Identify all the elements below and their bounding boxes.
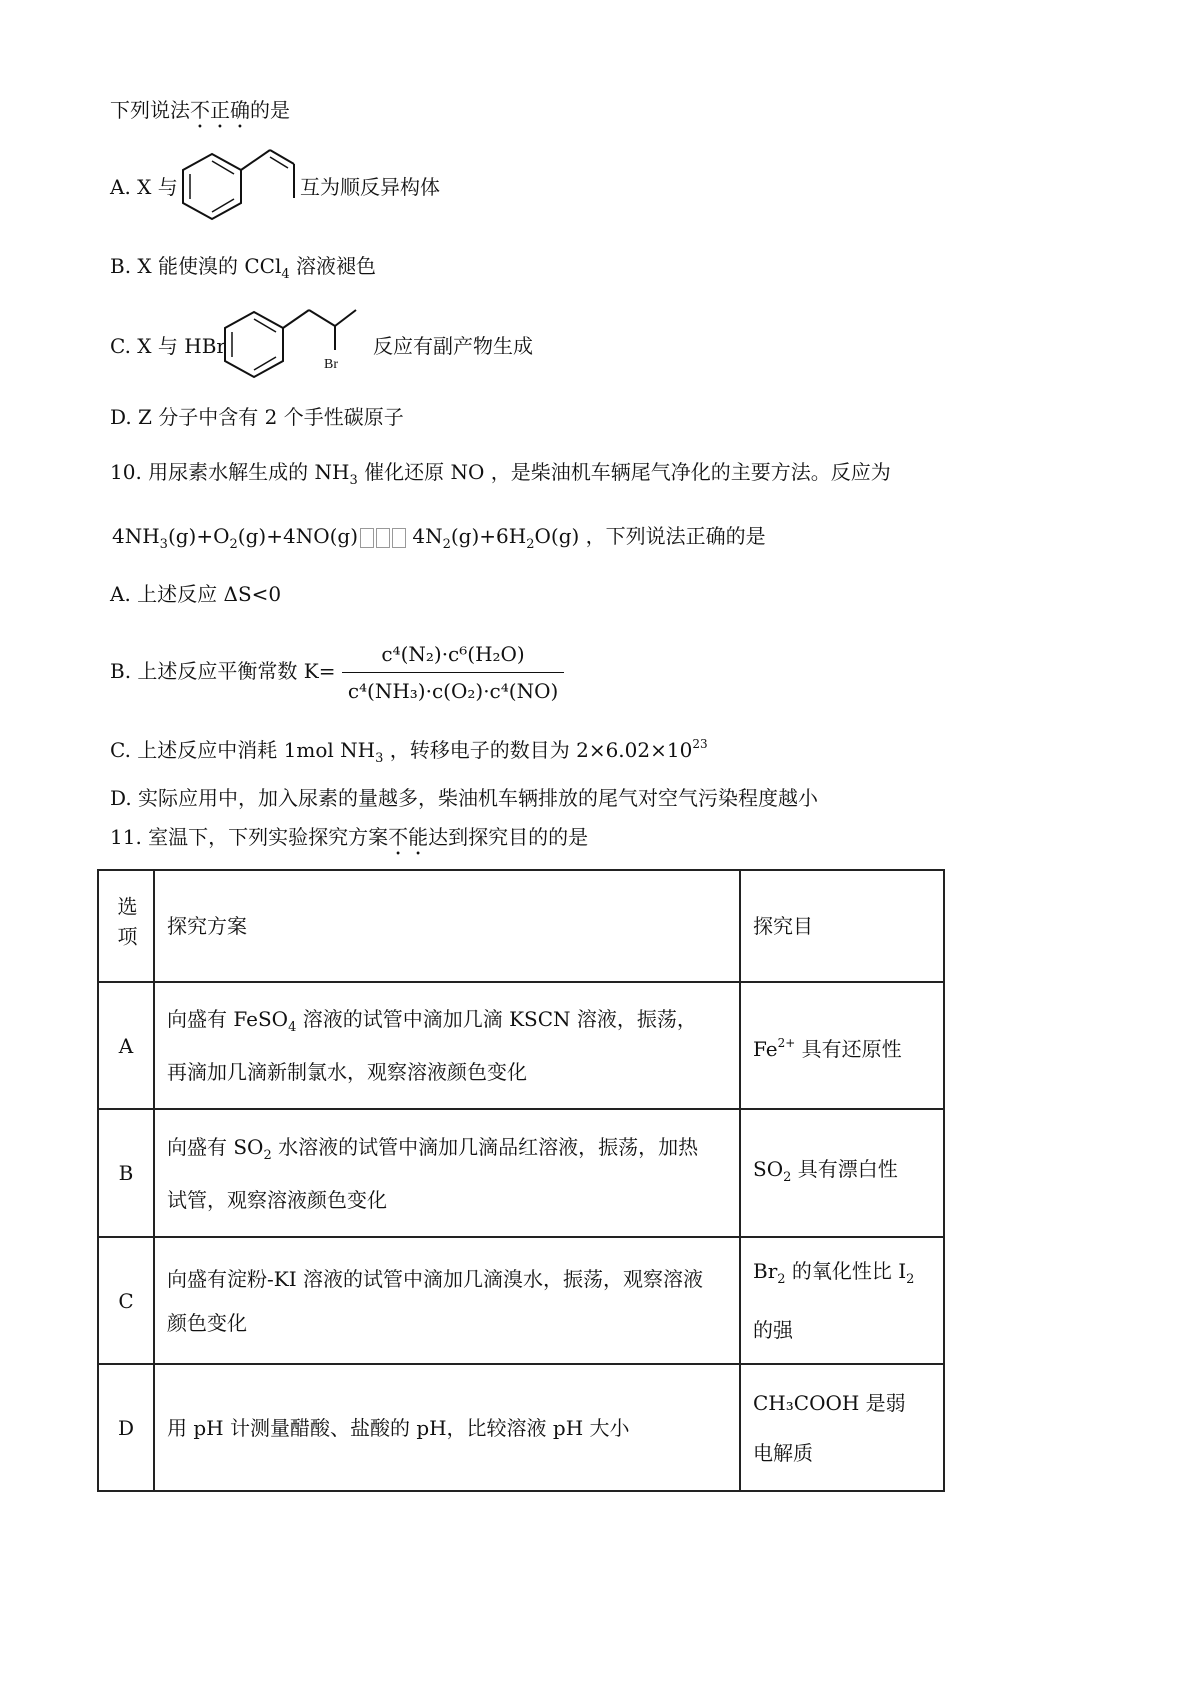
q9-stem: 下列说法不正确的是 <box>110 98 290 122</box>
bromopropylbenzene-structure <box>214 300 364 386</box>
q10-option-b: B. 上述反应平衡常数 K= $\frac{\text{c⁴(N₂)·c⁶(H₂O)}}{\text{c⁴(NH₃)·c(O₂)·c⁴(NO)}}$ <box>110 640 564 705</box>
header-goal: 探究目 <box>740 870 944 982</box>
table-row: D 用 pH 计测量醋酸、盐酸的 pH，比较溶液 pH 大小 CH₃COOH 是弱 电解质 <box>98 1364 944 1491</box>
reversible-arrow-glyph <box>376 528 390 548</box>
q9-option-a: A. X 与 <box>110 175 178 199</box>
q10-stem: 10. 用尿素水解生成的 $NH_3$ 催化还原 NO ，是柴油机车辆尾气净化的主要方法。反应为 <box>110 460 891 488</box>
q9-option-c: C. X 与 HBr <box>110 334 226 358</box>
q10-option-d: D. 实际应用中，加入尿素的量越多，柴油机车辆排放的尾气对空气污染程度越小 <box>110 786 819 810</box>
q10-option-c: C. 上述反应中消耗 1mol $NH_3$ ，转移电子的数目为 $2\times 6.02\times 10^{23}$ <box>110 737 708 766</box>
bromine-label: Br <box>324 357 338 372</box>
q10-equation: $4NH_3(g)+O_2(g)+4NO(g)$ $4N_2(g)+6H_2O(g)$ ，下列说法正确的是 <box>112 524 766 552</box>
header-option: 选项 <box>98 870 154 982</box>
emphasis-text: 不能 <box>388 825 429 849</box>
table-row: C 向盛有淀粉-KI 溶液的试管中滴加几滴溴水，振荡，观察溶液 颜色变化 $Br_2$ 的氧化性比 $I_2$ 的强 <box>98 1237 944 1364</box>
q10-option-a: A. 上述反应 ΔS<0 <box>110 582 282 606</box>
q9-option-c-tail: 反应有副产物生成 <box>373 334 533 358</box>
q11-stem: 11. 室温下，下列实验探究方案不能达到探究目的的是 <box>110 825 589 849</box>
reversible-arrow-glyph <box>360 528 374 548</box>
q9-option-a-tail: 互为顺反异构体 <box>300 175 440 199</box>
equilibrium-constant-fraction: $\frac{\text{c⁴(N₂)·c⁶(H₂O)}}{\text{c⁴(NH₃)·c(O₂)·c⁴(NO)}}$ <box>342 640 564 705</box>
table-row: B 向盛有 $SO_2$ 水溶液的试管中滴加几滴品红溶液，振荡，加热 试管，观察溶液颜色变化 $SO_2$ 具有漂白性 <box>98 1109 944 1237</box>
emphasis-text: 不正确 <box>190 98 250 122</box>
header-plan: 探究方案 <box>154 870 740 982</box>
reversible-arrow-glyph <box>392 528 406 548</box>
experiment-table <box>97 869 945 1492</box>
table-header-row <box>98 870 944 982</box>
q9-option-b: B. X 能使溴的 CCl$_4$ 溶液褪色 <box>110 254 377 282</box>
styrene-structure <box>162 146 302 232</box>
q9-option-d: D. Z 分子中含有 2 个手性碳原子 <box>110 405 404 429</box>
table-row: A 向盛有 FeSO$_4$ 溶液的试管中滴加几滴 KSCN 溶液，振荡， 再滴加几滴新制氯水，观察溶液颜色变化 $Fe^{2+}$ 具有还原性 <box>98 982 944 1109</box>
